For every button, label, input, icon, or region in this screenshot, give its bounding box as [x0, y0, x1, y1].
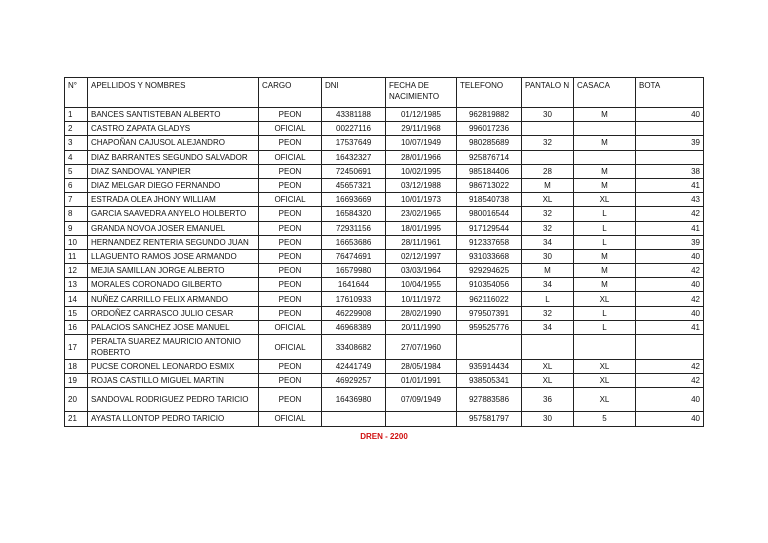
table-row	[65, 306, 704, 320]
cell-pantalon: XL	[522, 374, 574, 388]
cell-pantalon: 32	[522, 136, 574, 150]
cell-name: SANDOVAL RODRIGUEZ PEDRO TARICIO	[88, 388, 259, 412]
cell-telefono: 957581797	[457, 412, 522, 426]
cell-dni	[322, 412, 386, 426]
cell-fecha: 10/04/1955	[386, 278, 457, 292]
cell-cargo: PEON	[259, 221, 322, 235]
cell-num: 17	[65, 335, 88, 360]
cell-telefono: 938505341	[457, 374, 522, 388]
table-header-row	[65, 78, 704, 108]
cell-dni: 72931156	[322, 221, 386, 235]
header-dni: DNI	[322, 78, 386, 108]
table-row	[65, 235, 704, 249]
cell-pantalon: 30	[522, 249, 574, 263]
cell-telefono: 980016544	[457, 207, 522, 221]
cell-num: 16	[65, 320, 88, 334]
cell-pantalon: 32	[522, 221, 574, 235]
cell-cargo: OFICIAL	[259, 320, 322, 334]
table-row	[65, 136, 704, 150]
cell-dni: 33408682	[322, 335, 386, 360]
cell-telefono: 931033668	[457, 249, 522, 263]
cell-pantalon: L	[522, 292, 574, 306]
cell-name: HERNANDEZ RENTERIA SEGUNDO JUAN	[88, 235, 259, 249]
cell-name: ROJAS CASTILLO MIGUEL MARTIN	[88, 374, 259, 388]
cell-telefono	[457, 335, 522, 360]
cell-bota: 38	[636, 164, 704, 178]
cell-cargo: OFICIAL	[259, 150, 322, 164]
cell-telefono: 935914434	[457, 360, 522, 374]
cell-telefono: 912337658	[457, 235, 522, 249]
cell-dni: 72450691	[322, 164, 386, 178]
cell-casaca: XL	[574, 360, 636, 374]
cell-fecha: 10/02/1995	[386, 164, 457, 178]
header-casaca: CASACA	[574, 78, 636, 108]
cell-dni: 76474691	[322, 249, 386, 263]
cell-cargo: PEON	[259, 360, 322, 374]
cell-pantalon: 34	[522, 320, 574, 334]
cell-num: 18	[65, 360, 88, 374]
cell-fecha: 10/01/1973	[386, 193, 457, 207]
cell-name: ESTRADA OLEA JHONY WILLIAM	[88, 193, 259, 207]
table-row	[65, 374, 704, 388]
cell-cargo: PEON	[259, 178, 322, 192]
cell-bota: 42	[636, 374, 704, 388]
cell-num: 3	[65, 136, 88, 150]
cell-cargo: PEON	[259, 207, 322, 221]
cell-fecha: 01/01/1991	[386, 374, 457, 388]
cell-telefono: 986713022	[457, 178, 522, 192]
cell-name: AYASTA LLONTOP PEDRO TARICIO	[88, 412, 259, 426]
cell-telefono: 985184406	[457, 164, 522, 178]
table-row	[65, 164, 704, 178]
cell-casaca: XL	[574, 374, 636, 388]
cell-cargo: OFICIAL	[259, 122, 322, 136]
cell-casaca	[574, 150, 636, 164]
cell-bota: 42	[636, 264, 704, 278]
cell-bota: 40	[636, 412, 704, 426]
cell-dni: 17537649	[322, 136, 386, 150]
cell-casaca: 5	[574, 412, 636, 426]
cell-cargo: OFICIAL	[259, 412, 322, 426]
cell-casaca: L	[574, 306, 636, 320]
cell-fecha: 27/07/1960	[386, 335, 457, 360]
cell-pantalon: 30	[522, 412, 574, 426]
cell-casaca: XL	[574, 193, 636, 207]
cell-fecha: 28/02/1990	[386, 306, 457, 320]
cell-fecha: 20/11/1990	[386, 320, 457, 334]
table-body	[65, 108, 704, 427]
cell-casaca: XL	[574, 292, 636, 306]
header-fecha: FECHA DE NACIMIENTO	[386, 78, 457, 108]
header-num: N°	[65, 78, 88, 108]
cell-casaca: L	[574, 221, 636, 235]
cell-bota: 39	[636, 235, 704, 249]
cell-name: PALACIOS SANCHEZ JOSE MANUEL	[88, 320, 259, 334]
cell-fecha	[386, 412, 457, 426]
header-pantalon: PANTALO N	[522, 78, 574, 108]
cell-dni: 17610933	[322, 292, 386, 306]
table-row	[65, 335, 704, 360]
cell-num: 13	[65, 278, 88, 292]
cell-cargo: PEON	[259, 374, 322, 388]
cell-num: 15	[65, 306, 88, 320]
cell-cargo: PEON	[259, 235, 322, 249]
cell-num: 2	[65, 122, 88, 136]
cell-pantalon: 32	[522, 207, 574, 221]
table-row	[65, 292, 704, 306]
table-row	[65, 278, 704, 292]
cell-casaca: M	[574, 108, 636, 122]
cell-pantalon: 34	[522, 278, 574, 292]
cell-dni: 16432327	[322, 150, 386, 164]
cell-num: 9	[65, 221, 88, 235]
cell-casaca: XL	[574, 388, 636, 412]
cell-bota: 39	[636, 136, 704, 150]
cell-name: CHAPOÑAN CAJUSOL ALEJANDRO	[88, 136, 259, 150]
cell-fecha: 07/09/1949	[386, 388, 457, 412]
cell-num: 12	[65, 264, 88, 278]
cell-casaca	[574, 335, 636, 360]
cell-pantalon: XL	[522, 360, 574, 374]
cell-bota: 40	[636, 388, 704, 412]
table-row	[65, 207, 704, 221]
cell-cargo: PEON	[259, 278, 322, 292]
cell-bota	[636, 150, 704, 164]
cell-telefono: 959525776	[457, 320, 522, 334]
cell-casaca: M	[574, 278, 636, 292]
cell-dni: 45657321	[322, 178, 386, 192]
cell-dni: 16584320	[322, 207, 386, 221]
cell-num: 10	[65, 235, 88, 249]
cell-num: 14	[65, 292, 88, 306]
cell-fecha: 02/12/1997	[386, 249, 457, 263]
cell-fecha: 28/01/1966	[386, 150, 457, 164]
cell-casaca: M	[574, 249, 636, 263]
cell-casaca: L	[574, 207, 636, 221]
cell-dni: 42441749	[322, 360, 386, 374]
table-row	[65, 249, 704, 263]
cell-bota	[636, 335, 704, 360]
table-row	[65, 412, 704, 426]
header-name: APELLIDOS Y NOMBRES	[88, 78, 259, 108]
cell-bota: 42	[636, 207, 704, 221]
cell-name: ORDOÑEZ CARRASCO JULIO CESAR	[88, 306, 259, 320]
cell-bota: 43	[636, 193, 704, 207]
header-cargo: CARGO	[259, 78, 322, 108]
cell-name: LLAGUENTO RAMOS JOSE ARMANDO	[88, 249, 259, 263]
cell-cargo: OFICIAL	[259, 193, 322, 207]
cell-bota: 40	[636, 249, 704, 263]
cell-fecha: 29/11/1968	[386, 122, 457, 136]
table-row	[65, 360, 704, 374]
cell-dni: 16436980	[322, 388, 386, 412]
cell-telefono: 929294625	[457, 264, 522, 278]
cell-cargo: PEON	[259, 108, 322, 122]
cell-pantalon	[522, 122, 574, 136]
personnel-table	[64, 77, 704, 427]
table-row	[65, 388, 704, 412]
cell-fecha: 10/11/1972	[386, 292, 457, 306]
cell-bota: 41	[636, 320, 704, 334]
cell-num: 5	[65, 164, 88, 178]
cell-name: MEJIA SAMILLAN JORGE ALBERTO	[88, 264, 259, 278]
cell-telefono: 927883586	[457, 388, 522, 412]
cell-name: DIAZ MELGAR DIEGO FERNANDO	[88, 178, 259, 192]
cell-bota: 40	[636, 306, 704, 320]
cell-num: 8	[65, 207, 88, 221]
cell-fecha: 03/12/1988	[386, 178, 457, 192]
cell-telefono: 979507391	[457, 306, 522, 320]
cell-dni: 00227116	[322, 122, 386, 136]
cell-telefono: 980285689	[457, 136, 522, 150]
cell-telefono: 910354056	[457, 278, 522, 292]
table-row	[65, 108, 704, 122]
cell-fecha: 01/12/1985	[386, 108, 457, 122]
cell-pantalon	[522, 150, 574, 164]
header-telefono: TELEFONO	[457, 78, 522, 108]
cell-casaca: L	[574, 235, 636, 249]
cell-dni: 43381188	[322, 108, 386, 122]
cell-casaca: M	[574, 264, 636, 278]
cell-name: DIAZ BARRANTES SEGUNDO SALVADOR	[88, 150, 259, 164]
cell-telefono: 918540738	[457, 193, 522, 207]
cell-num: 19	[65, 374, 88, 388]
cell-pantalon: 30	[522, 108, 574, 122]
cell-cargo: PEON	[259, 164, 322, 178]
cell-fecha: 03/03/1964	[386, 264, 457, 278]
table-row	[65, 264, 704, 278]
cell-fecha: 10/07/1949	[386, 136, 457, 150]
cell-telefono: 962116022	[457, 292, 522, 306]
cell-bota: 41	[636, 221, 704, 235]
cell-cargo: PEON	[259, 249, 322, 263]
cell-casaca: M	[574, 136, 636, 150]
cell-pantalon: 32	[522, 306, 574, 320]
cell-dni: 16693669	[322, 193, 386, 207]
cell-cargo: PEON	[259, 388, 322, 412]
cell-telefono: 925876714	[457, 150, 522, 164]
cell-dni: 16653686	[322, 235, 386, 249]
table-row	[65, 178, 704, 192]
cell-telefono: 917129544	[457, 221, 522, 235]
cell-pantalon: 34	[522, 235, 574, 249]
cell-bota: 41	[636, 178, 704, 192]
table-row	[65, 150, 704, 164]
table-row	[65, 221, 704, 235]
cell-dni: 16579980	[322, 264, 386, 278]
cell-bota	[636, 122, 704, 136]
cell-pantalon: M	[522, 264, 574, 278]
cell-cargo: PEON	[259, 292, 322, 306]
cell-pantalon: 28	[522, 164, 574, 178]
cell-bota: 40	[636, 108, 704, 122]
cell-fecha: 28/11/1961	[386, 235, 457, 249]
cell-dni: 1641644	[322, 278, 386, 292]
cell-name: BANCES SANTISTEBAN ALBERTO	[88, 108, 259, 122]
cell-fecha: 18/01/1995	[386, 221, 457, 235]
cell-pantalon: M	[522, 178, 574, 192]
cell-casaca: M	[574, 164, 636, 178]
cell-num: 11	[65, 249, 88, 263]
cell-dni: 46929257	[322, 374, 386, 388]
table-row	[65, 320, 704, 334]
cell-fecha: 28/05/1984	[386, 360, 457, 374]
cell-name: DIAZ SANDOVAL YANPIER	[88, 164, 259, 178]
cell-bota: 42	[636, 360, 704, 374]
cell-fecha: 23/02/1965	[386, 207, 457, 221]
cell-name: CASTRO ZAPATA GLADYS	[88, 122, 259, 136]
cell-telefono: 962819882	[457, 108, 522, 122]
cell-casaca: L	[574, 320, 636, 334]
cell-name: PUCSE CORONEL LEONARDO ESMIX	[88, 360, 259, 374]
cell-casaca: M	[574, 178, 636, 192]
cell-num: 21	[65, 412, 88, 426]
cell-pantalon: XL	[522, 193, 574, 207]
cell-name: NUÑEZ CARRILLO FELIX ARMANDO	[88, 292, 259, 306]
cell-name: MORALES CORONADO GILBERTO	[88, 278, 259, 292]
table-row	[65, 193, 704, 207]
cell-cargo: PEON	[259, 264, 322, 278]
cell-num: 1	[65, 108, 88, 122]
footer-code: DREN - 2200	[360, 432, 408, 441]
cell-cargo: OFICIAL	[259, 335, 322, 360]
header-bota: BOTA	[636, 78, 704, 108]
cell-num: 20	[65, 388, 88, 412]
cell-name: PERALTA SUAREZ MAURICIO ANTONIO ROBERTO	[88, 335, 259, 360]
cell-pantalon	[522, 335, 574, 360]
cell-cargo: PEON	[259, 136, 322, 150]
cell-cargo: PEON	[259, 306, 322, 320]
cell-name: GARCIA SAAVEDRA ANYELO HOLBERTO	[88, 207, 259, 221]
cell-name: GRANDA NOVOA JOSER EMANUEL	[88, 221, 259, 235]
cell-bota: 42	[636, 292, 704, 306]
cell-num: 7	[65, 193, 88, 207]
cell-num: 6	[65, 178, 88, 192]
table-row	[65, 122, 704, 136]
cell-dni: 46968389	[322, 320, 386, 334]
cell-bota: 40	[636, 278, 704, 292]
cell-casaca	[574, 122, 636, 136]
cell-telefono: 996017236	[457, 122, 522, 136]
cell-pantalon: 36	[522, 388, 574, 412]
cell-dni: 46229908	[322, 306, 386, 320]
cell-num: 4	[65, 150, 88, 164]
